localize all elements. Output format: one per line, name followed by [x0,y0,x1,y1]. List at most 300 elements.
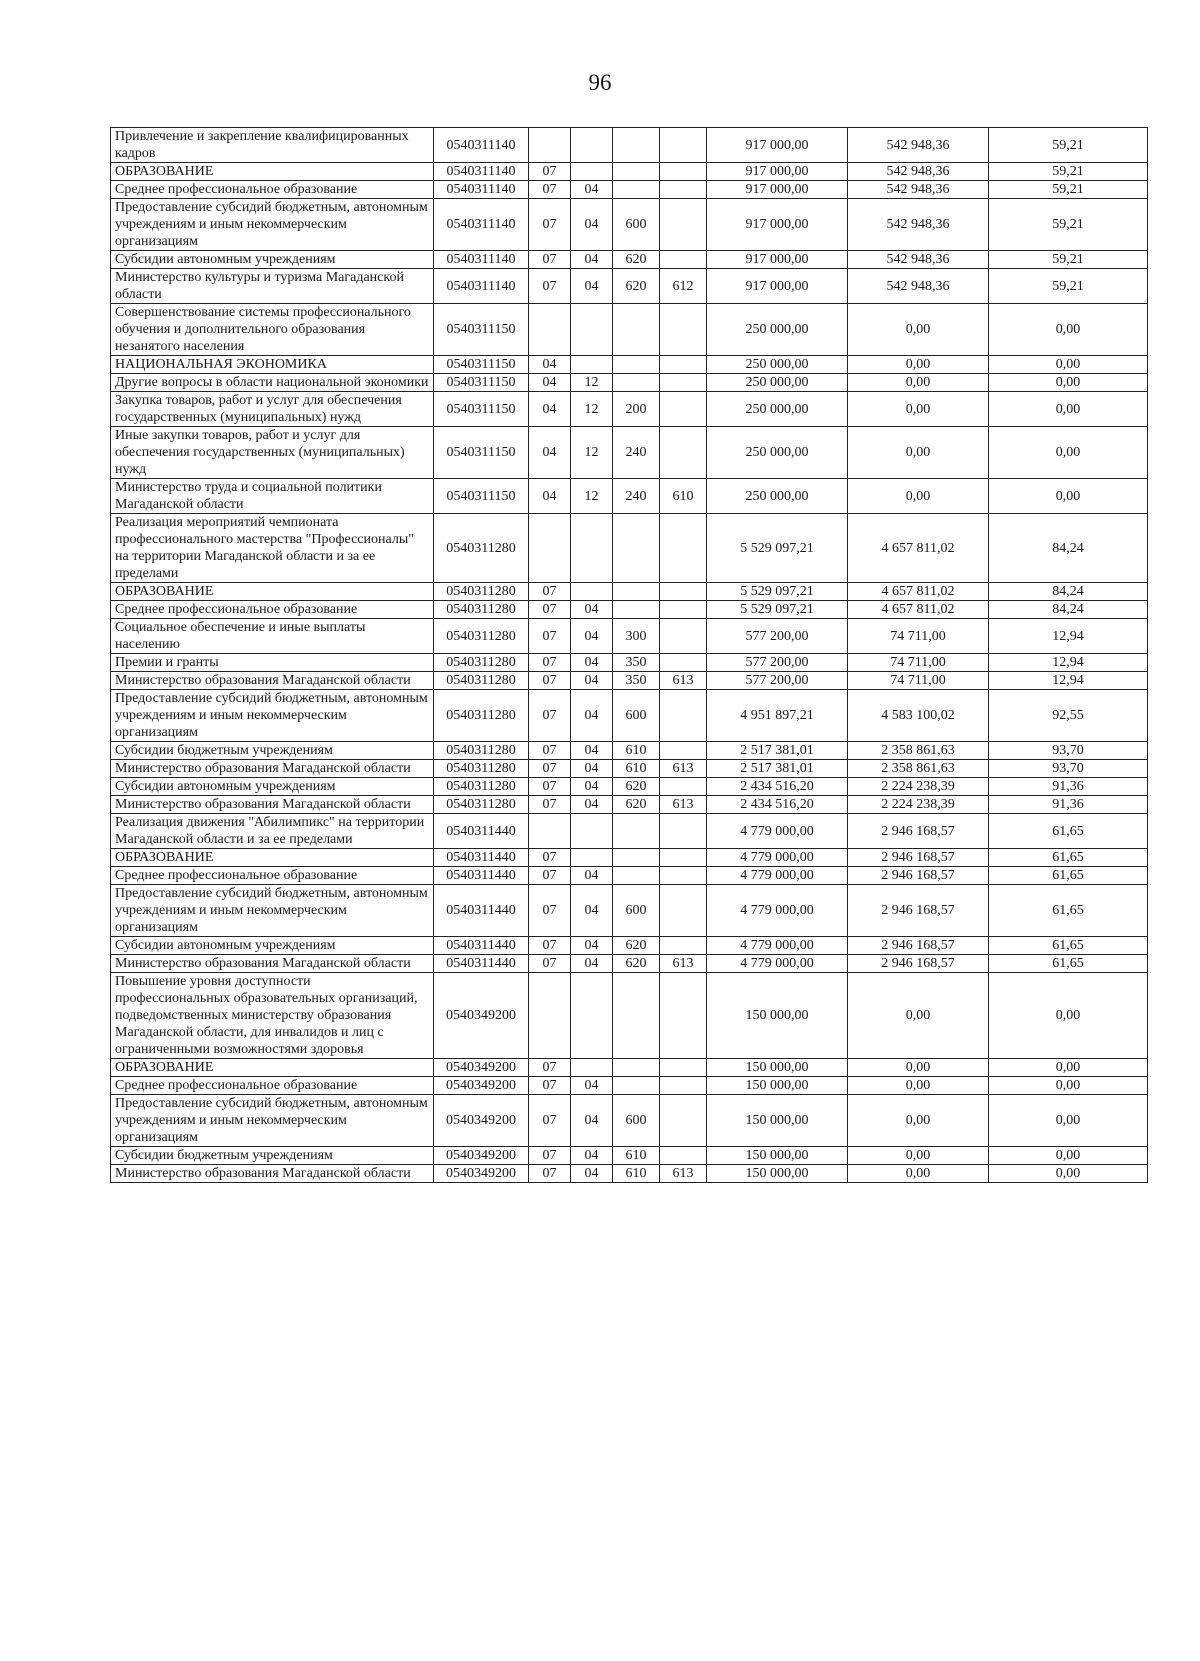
table-row [111,742,1148,760]
target-article-cell: 0540349200 [434,1095,529,1147]
table-row [111,760,1148,778]
expense-type-cell [613,814,660,849]
target-article-cell: 0540311140 [434,181,529,199]
row-name-cell: Министерство культуры и туризма Магаданской области [111,269,434,304]
planned-amount-cell: 250 000,00 [707,374,848,392]
administrator-code-cell [660,304,707,356]
planned-amount-cell: 150 000,00 [707,1059,848,1077]
subsection-cell: 04 [571,1095,613,1147]
administrator-code-cell [660,1095,707,1147]
subsection-cell: 12 [571,374,613,392]
table-row [111,778,1148,796]
planned-amount-cell: 250 000,00 [707,392,848,427]
executed-amount-cell: 0,00 [848,479,989,514]
target-article-cell: 0540311280 [434,690,529,742]
executed-amount-cell: 542 948,36 [848,269,989,304]
planned-amount-cell: 2 517 381,01 [707,760,848,778]
section-cell: 04 [529,392,571,427]
subsection-cell: 12 [571,479,613,514]
expense-type-cell: 200 [613,392,660,427]
execution-percent-cell: 84,24 [989,583,1148,601]
target-article-cell: 0540311140 [434,163,529,181]
target-article-cell: 0540349200 [434,1147,529,1165]
section-cell: 07 [529,672,571,690]
executed-amount-cell: 2 946 168,57 [848,885,989,937]
administrator-code-cell [660,251,707,269]
administrator-code-cell [660,374,707,392]
target-article-cell: 0540311280 [434,583,529,601]
table-row [111,583,1148,601]
row-name-cell: Предоставление субсидий бюджетным, автономным учреждениям и иным некоммерческим организациям [111,199,434,251]
execution-percent-cell: 61,65 [989,937,1148,955]
subsection-cell: 04 [571,199,613,251]
table-body [111,128,1148,1183]
subsection-cell: 04 [571,619,613,654]
planned-amount-cell: 4 779 000,00 [707,885,848,937]
target-article-cell: 0540311440 [434,955,529,973]
executed-amount-cell: 2 224 238,39 [848,796,989,814]
expense-type-cell: 300 [613,619,660,654]
table-row [111,867,1148,885]
row-name-cell: Субсидии автономным учреждениям [111,778,434,796]
planned-amount-cell: 150 000,00 [707,1147,848,1165]
administrator-code-cell [660,937,707,955]
table-row [111,269,1148,304]
target-article-cell: 0540311440 [434,937,529,955]
execution-percent-cell: 59,21 [989,181,1148,199]
execution-percent-cell: 0,00 [989,1059,1148,1077]
table-row [111,654,1148,672]
administrator-code-cell [660,356,707,374]
target-article-cell: 0540349200 [434,1165,529,1183]
execution-percent-cell: 59,21 [989,128,1148,163]
table-row [111,163,1148,181]
planned-amount-cell: 2 517 381,01 [707,742,848,760]
expense-type-cell [613,304,660,356]
section-cell [529,814,571,849]
expense-type-cell [613,601,660,619]
table-row [111,973,1148,1059]
expense-type-cell [613,128,660,163]
row-name-cell: Среднее профессиональное образование [111,181,434,199]
row-name-cell: Привлечение и закрепление квалифицированных кадров [111,128,434,163]
row-name-cell: Реализация мероприятий чемпионата профессионального мастерства "Профессионалы" на территории Магаданской области и за ее пределами [111,514,434,583]
row-name-cell: ОБРАЗОВАНИЕ [111,849,434,867]
section-cell: 07 [529,269,571,304]
target-article-cell: 0540311150 [434,479,529,514]
row-name-cell: ОБРАЗОВАНИЕ [111,583,434,601]
executed-amount-cell: 0,00 [848,1147,989,1165]
subsection-cell: 04 [571,251,613,269]
executed-amount-cell: 0,00 [848,1077,989,1095]
executed-amount-cell: 4 657 811,02 [848,514,989,583]
expense-type-cell: 610 [613,1165,660,1183]
table-row [111,374,1148,392]
planned-amount-cell: 150 000,00 [707,1095,848,1147]
table-row [111,619,1148,654]
row-name-cell: Иные закупки товаров, работ и услуг для обеспечения государственных (муниципальных) нужд [111,427,434,479]
target-article-cell: 0540311150 [434,356,529,374]
executed-amount-cell: 2 224 238,39 [848,778,989,796]
row-name-cell: Министерство образования Магаданской области [111,760,434,778]
planned-amount-cell: 4 779 000,00 [707,814,848,849]
planned-amount-cell: 150 000,00 [707,1165,848,1183]
planned-amount-cell: 150 000,00 [707,1077,848,1095]
planned-amount-cell: 4 779 000,00 [707,937,848,955]
planned-amount-cell: 917 000,00 [707,128,848,163]
section-cell: 04 [529,374,571,392]
planned-amount-cell: 5 529 097,21 [707,514,848,583]
target-article-cell: 0540349200 [434,1059,529,1077]
administrator-code-cell [660,1077,707,1095]
administrator-code-cell [660,619,707,654]
expense-type-cell [613,181,660,199]
subsection-cell: 04 [571,672,613,690]
section-cell: 07 [529,849,571,867]
subsection-cell: 04 [571,601,613,619]
expense-type-cell: 350 [613,654,660,672]
row-name-cell: Субсидии автономным учреждениям [111,251,434,269]
execution-percent-cell: 92,55 [989,690,1148,742]
executed-amount-cell: 0,00 [848,973,989,1059]
executed-amount-cell: 2 946 168,57 [848,867,989,885]
executed-amount-cell: 542 948,36 [848,181,989,199]
executed-amount-cell: 0,00 [848,1165,989,1183]
target-article-cell: 0540311150 [434,304,529,356]
section-cell: 07 [529,181,571,199]
row-name-cell: Премии и гранты [111,654,434,672]
subsection-cell: 04 [571,937,613,955]
target-article-cell: 0540311140 [434,251,529,269]
target-article-cell: 0540311150 [434,427,529,479]
planned-amount-cell: 577 200,00 [707,619,848,654]
section-cell: 07 [529,937,571,955]
expense-type-cell: 240 [613,427,660,479]
subsection-cell: 04 [571,742,613,760]
table-row [111,514,1148,583]
planned-amount-cell: 4 779 000,00 [707,955,848,973]
budget-table [110,127,1148,1183]
target-article-cell: 0540311140 [434,199,529,251]
administrator-code-cell: 613 [660,955,707,973]
row-name-cell: ОБРАЗОВАНИЕ [111,1059,434,1077]
section-cell: 07 [529,199,571,251]
expense-type-cell [613,849,660,867]
target-article-cell: 0540311280 [434,619,529,654]
target-article-cell: 0540311280 [434,796,529,814]
section-cell [529,304,571,356]
row-name-cell: Совершенствование системы профессионального обучения и дополнительного образования незанятого населения [111,304,434,356]
target-article-cell: 0540311280 [434,672,529,690]
row-name-cell: Предоставление субсидий бюджетным, автономным учреждениям и иным некоммерческим организациям [111,1095,434,1147]
execution-percent-cell: 93,70 [989,742,1148,760]
row-name-cell: Социальное обеспечение и иные выплаты населению [111,619,434,654]
executed-amount-cell: 2 946 168,57 [848,955,989,973]
administrator-code-cell [660,128,707,163]
administrator-code-cell [660,654,707,672]
planned-amount-cell: 917 000,00 [707,251,848,269]
row-name-cell: Среднее профессиональное образование [111,601,434,619]
target-article-cell: 0540311280 [434,514,529,583]
planned-amount-cell: 5 529 097,21 [707,601,848,619]
subsection-cell: 04 [571,796,613,814]
administrator-code-cell [660,427,707,479]
executed-amount-cell: 2 946 168,57 [848,937,989,955]
execution-percent-cell: 93,70 [989,760,1148,778]
executed-amount-cell: 4 583 100,02 [848,690,989,742]
planned-amount-cell: 250 000,00 [707,479,848,514]
subsection-cell [571,356,613,374]
subsection-cell: 04 [571,654,613,672]
section-cell: 07 [529,885,571,937]
section-cell: 07 [529,1165,571,1183]
planned-amount-cell: 4 779 000,00 [707,867,848,885]
planned-amount-cell: 577 200,00 [707,654,848,672]
expense-type-cell: 610 [613,742,660,760]
row-name-cell: НАЦИОНАЛЬНАЯ ЭКОНОМИКА [111,356,434,374]
row-name-cell: Субсидии бюджетным учреждениям [111,1147,434,1165]
section-cell: 07 [529,1095,571,1147]
expense-type-cell: 620 [613,796,660,814]
administrator-code-cell [660,583,707,601]
execution-percent-cell: 61,65 [989,867,1148,885]
planned-amount-cell: 150 000,00 [707,973,848,1059]
subsection-cell: 04 [571,690,613,742]
row-name-cell: Министерство образования Магаданской области [111,796,434,814]
section-cell: 04 [529,427,571,479]
executed-amount-cell: 0,00 [848,1059,989,1077]
executed-amount-cell: 0,00 [848,392,989,427]
expense-type-cell: 620 [613,269,660,304]
table-row [111,1077,1148,1095]
execution-percent-cell: 61,65 [989,814,1148,849]
row-name-cell: Реализация движения "Абилимпикс" на территории Магаданской области и за ее пределами [111,814,434,849]
row-name-cell: Среднее профессиональное образование [111,1077,434,1095]
row-name-cell: Предоставление субсидий бюджетным, автономным учреждениям и иным некоммерческим организациям [111,690,434,742]
target-article-cell: 0540311440 [434,867,529,885]
administrator-code-cell [660,690,707,742]
administrator-code-cell [660,849,707,867]
executed-amount-cell: 2 946 168,57 [848,849,989,867]
subsection-cell: 04 [571,778,613,796]
section-cell: 04 [529,356,571,374]
row-name-cell: Министерство труда и социальной политики Магаданской области [111,479,434,514]
executed-amount-cell: 0,00 [848,1095,989,1147]
section-cell: 07 [529,1059,571,1077]
execution-percent-cell: 59,21 [989,163,1148,181]
expense-type-cell [613,356,660,374]
expense-type-cell [613,163,660,181]
row-name-cell: Другие вопросы в области национальной экономики [111,374,434,392]
administrator-code-cell [660,163,707,181]
expense-type-cell: 240 [613,479,660,514]
subsection-cell [571,814,613,849]
planned-amount-cell: 4 779 000,00 [707,849,848,867]
expense-type-cell: 610 [613,760,660,778]
planned-amount-cell: 577 200,00 [707,672,848,690]
section-cell: 07 [529,1077,571,1095]
expense-type-cell [613,973,660,1059]
target-article-cell: 0540311140 [434,128,529,163]
administrator-code-cell [660,867,707,885]
target-article-cell: 0540311150 [434,392,529,427]
administrator-code-cell [660,778,707,796]
execution-percent-cell: 91,36 [989,778,1148,796]
table-row [111,199,1148,251]
section-cell [529,514,571,583]
row-name-cell: Закупка товаров, работ и услуг для обеспечения государственных (муниципальных) нужд [111,392,434,427]
planned-amount-cell: 250 000,00 [707,356,848,374]
table-row [111,1165,1148,1183]
administrator-code-cell: 613 [660,760,707,778]
target-article-cell: 0540311280 [434,742,529,760]
planned-amount-cell: 250 000,00 [707,304,848,356]
execution-percent-cell: 59,21 [989,199,1148,251]
expense-type-cell: 600 [613,1095,660,1147]
execution-percent-cell: 0,00 [989,304,1148,356]
subsection-cell [571,583,613,601]
executed-amount-cell: 0,00 [848,356,989,374]
executed-amount-cell: 4 657 811,02 [848,601,989,619]
execution-percent-cell: 59,21 [989,269,1148,304]
executed-amount-cell: 2 358 861,63 [848,742,989,760]
execution-percent-cell: 0,00 [989,392,1148,427]
execution-percent-cell: 0,00 [989,1095,1148,1147]
expense-type-cell: 600 [613,690,660,742]
section-cell: 07 [529,742,571,760]
administrator-code-cell [660,601,707,619]
table-row [111,251,1148,269]
target-article-cell: 0540311140 [434,269,529,304]
subsection-cell: 04 [571,1165,613,1183]
subsection-cell [571,304,613,356]
administrator-code-cell: 612 [660,269,707,304]
table-row [111,1059,1148,1077]
administrator-code-cell [660,181,707,199]
expense-type-cell: 600 [613,199,660,251]
execution-percent-cell: 61,65 [989,955,1148,973]
row-name-cell: Повышение уровня доступности профессиональных образовательных организаций, подведомственных министерству образования Магаданской области, для инвалидов и лиц с ограниченными возможностями здоровья [111,973,434,1059]
expense-type-cell: 620 [613,937,660,955]
section-cell [529,973,571,1059]
executed-amount-cell: 0,00 [848,304,989,356]
subsection-cell: 04 [571,269,613,304]
target-article-cell: 0540311280 [434,760,529,778]
table-row [111,601,1148,619]
administrator-code-cell: 613 [660,672,707,690]
administrator-code-cell [660,973,707,1059]
table-row [111,392,1148,427]
expense-type-cell: 620 [613,955,660,973]
table-row [111,814,1148,849]
table-row [111,128,1148,163]
expense-type-cell: 600 [613,885,660,937]
executed-amount-cell: 542 948,36 [848,163,989,181]
row-name-cell: Среднее профессиональное образование [111,867,434,885]
executed-amount-cell: 74 711,00 [848,654,989,672]
administrator-code-cell: 610 [660,479,707,514]
target-article-cell: 0540311440 [434,849,529,867]
planned-amount-cell: 917 000,00 [707,181,848,199]
section-cell: 07 [529,251,571,269]
table-row [111,955,1148,973]
row-name-cell: ОБРАЗОВАНИЕ [111,163,434,181]
subsection-cell: 04 [571,1077,613,1095]
executed-amount-cell: 4 657 811,02 [848,583,989,601]
subsection-cell [571,1059,613,1077]
target-article-cell: 0540311280 [434,601,529,619]
execution-percent-cell: 84,24 [989,514,1148,583]
table-row [111,849,1148,867]
administrator-code-cell [660,814,707,849]
administrator-code-cell [660,1059,707,1077]
subsection-cell: 12 [571,392,613,427]
execution-percent-cell: 0,00 [989,356,1148,374]
subsection-cell [571,128,613,163]
target-article-cell: 0540311280 [434,778,529,796]
planned-amount-cell: 2 434 516,20 [707,778,848,796]
section-cell: 07 [529,163,571,181]
planned-amount-cell: 250 000,00 [707,427,848,479]
section-cell: 07 [529,760,571,778]
execution-percent-cell: 0,00 [989,479,1148,514]
section-cell: 07 [529,778,571,796]
execution-percent-cell: 12,94 [989,619,1148,654]
target-article-cell: 0540349200 [434,1077,529,1095]
planned-amount-cell: 917 000,00 [707,163,848,181]
execution-percent-cell: 84,24 [989,601,1148,619]
table-row [111,885,1148,937]
executed-amount-cell: 0,00 [848,374,989,392]
section-cell [529,128,571,163]
expense-type-cell: 620 [613,778,660,796]
execution-percent-cell: 12,94 [989,672,1148,690]
planned-amount-cell: 5 529 097,21 [707,583,848,601]
execution-percent-cell: 61,65 [989,885,1148,937]
subsection-cell: 04 [571,955,613,973]
expense-type-cell [613,374,660,392]
table-row [111,181,1148,199]
section-cell: 07 [529,619,571,654]
executed-amount-cell: 74 711,00 [848,672,989,690]
subsection-cell [571,514,613,583]
subsection-cell: 04 [571,760,613,778]
execution-percent-cell: 59,21 [989,251,1148,269]
expense-type-cell [613,1077,660,1095]
executed-amount-cell: 542 948,36 [848,251,989,269]
executed-amount-cell: 2 358 861,63 [848,760,989,778]
execution-percent-cell: 0,00 [989,1077,1148,1095]
execution-percent-cell: 0,00 [989,1147,1148,1165]
executed-amount-cell: 2 946 168,57 [848,814,989,849]
expense-type-cell [613,514,660,583]
administrator-code-cell [660,514,707,583]
row-name-cell: Министерство образования Магаданской области [111,1165,434,1183]
table-row [111,479,1148,514]
target-article-cell: 0540311440 [434,814,529,849]
subsection-cell: 04 [571,181,613,199]
planned-amount-cell: 917 000,00 [707,269,848,304]
table-row [111,304,1148,356]
execution-percent-cell: 0,00 [989,973,1148,1059]
administrator-code-cell [660,885,707,937]
expense-type-cell: 620 [613,251,660,269]
section-cell: 04 [529,479,571,514]
subsection-cell: 04 [571,1147,613,1165]
section-cell: 07 [529,583,571,601]
table-row [111,690,1148,742]
subsection-cell [571,849,613,867]
